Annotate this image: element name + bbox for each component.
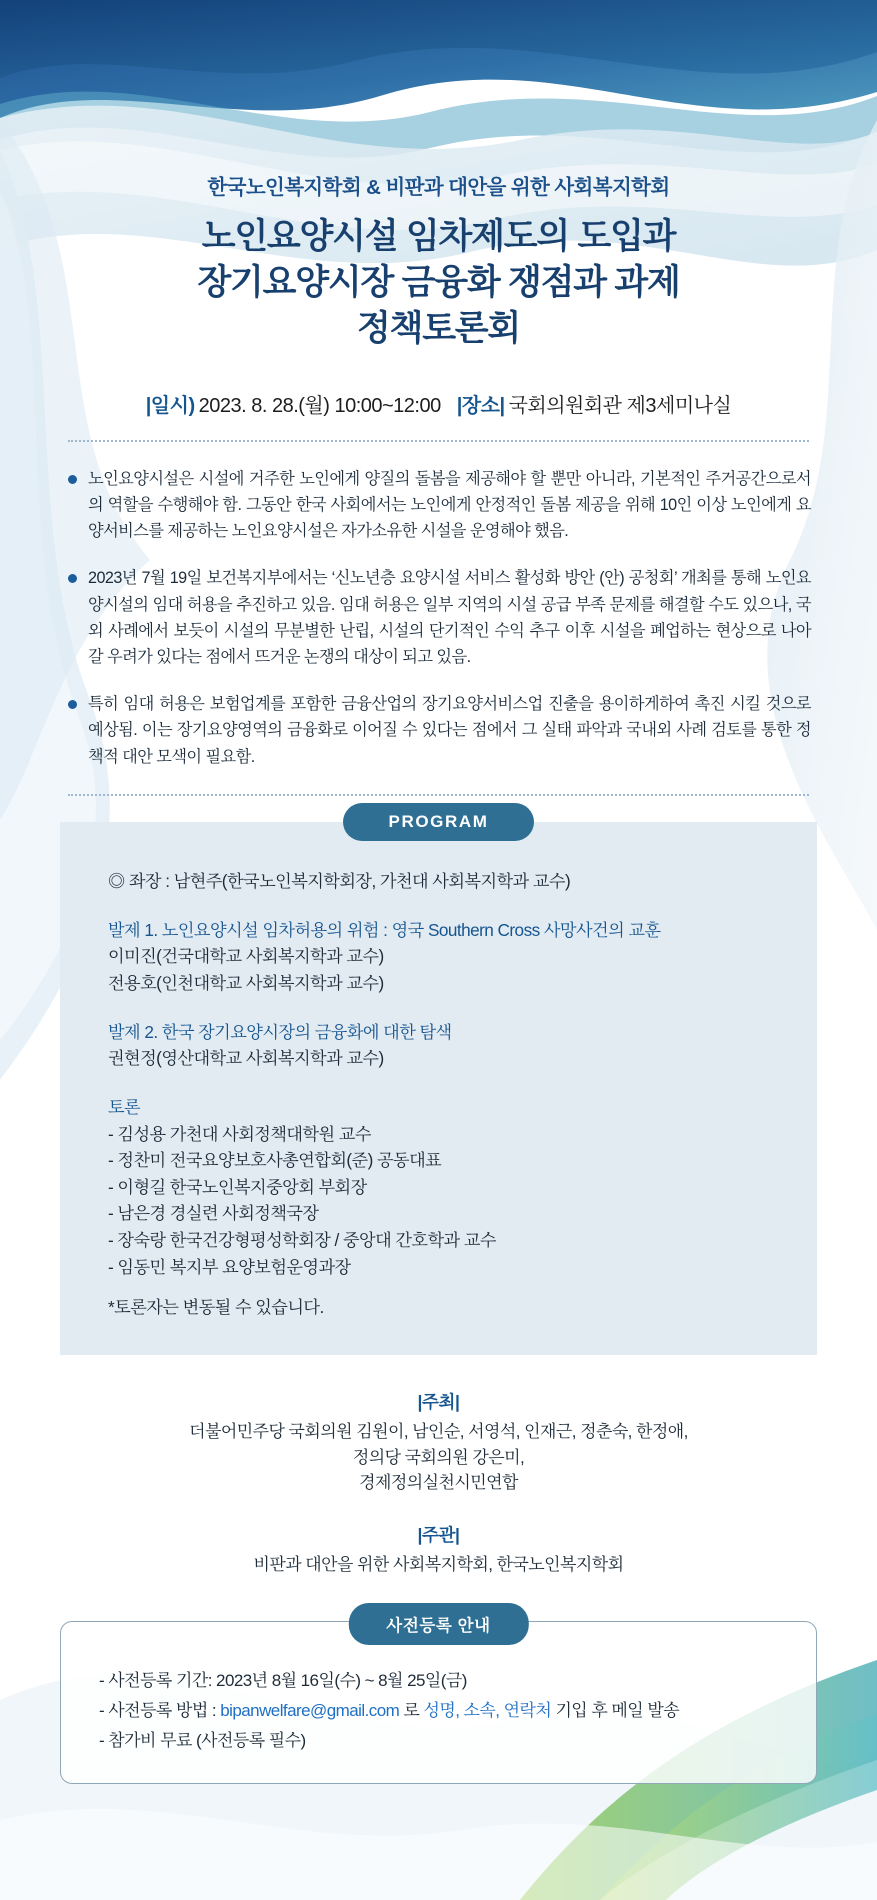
- host-line: 더불어민주당 국회의원 김원이, 남인순, 서영석, 인재근, 정춘숙, 한정애,: [189, 1422, 688, 1442]
- bullet-item: [66, 565, 811, 670]
- bullet-item: [66, 466, 811, 545]
- discussant-item: - 정찬미 전국요양보호사총연합회(준) 공동대표: [108, 1150, 442, 1171]
- bullet-item: [66, 691, 811, 770]
- date-label: |일시): [145, 394, 195, 417]
- session-1-speaker: 전용호(인천대학교 사회복지학과 교수): [108, 972, 384, 993]
- registration-method-mid: 로: [399, 1700, 424, 1720]
- registration-period: - 사전등록 기간: 2023년 8월 16일(수) ~ 8월 25일(금): [99, 1671, 467, 1691]
- host-line: 정의당 국회의원 강은미,: [352, 1447, 525, 1467]
- title-block: [60, 0, 817, 353]
- bullet-dot-icon: [68, 574, 77, 583]
- discussion-title: 토론: [108, 1096, 141, 1117]
- discussant-item: - 이형길 한국노인복지중앙회 부회장: [108, 1176, 367, 1197]
- summary-bullets: [60, 466, 817, 770]
- program-badge: PROGRAM: [343, 803, 535, 841]
- bullet-text: 노인요양시설은 시설에 거주한 노인에게 양질의 돌봄을 제공해야 할 뿐만 아니라, 기본적인 주거공간으로서의 역할을 수행해야 함. 그동안 한국 사회에서는 노인에게 안정적인 돌봄 제공을 위해 10인 이상 노인에게 요양서비스를 제공하는 노인요양시설은 자가소유한 시설을 운영해야 했음.: [88, 469, 811, 541]
- registration-required-fields: 성명, 소속, 연락처: [423, 1700, 552, 1720]
- organizer-label: |주관|: [417, 1524, 460, 1545]
- bullet-text: 특히 임대 허용은 보험업계를 포함한 금융산업의 장기요양서비스업 진출을 용이하게하여 촉진 시킬 것으로 예상됨. 이는 장기요양영역의 금융화로 이어질 수 있다는 점에서 그 실태 파악과 국내외 사례 검토를 통한 정책적 대안 모색이 필요함.: [88, 695, 811, 766]
- place-label: |장소|: [456, 394, 505, 417]
- host-section: [60, 1389, 817, 1496]
- registration-method: [91, 1696, 786, 1726]
- discussant-item: - 장숙랑 한국건강형평성학회장 / 중앙대 간호학과 교수: [108, 1230, 496, 1251]
- organizer-line-value: 비판과 대안을 위한 사회복지학회, 한국노인복지학회: [253, 1554, 624, 1574]
- registration-section: [60, 1617, 817, 1784]
- bullet-dot-icon: [68, 700, 77, 709]
- program-section: [60, 811, 817, 1355]
- organizer-line: 한국노인복지학회 & 비판과 대안을 위한 사회복지학회: [207, 176, 670, 199]
- registration-method-suffix: 기입 후 메일 발송: [551, 1700, 680, 1720]
- program-chair: ◎ 좌장 : 남현주(한국노인복지학회장, 가천대 사회복지학과 교수): [108, 870, 571, 891]
- registration-email[interactable]: bipanwelfare@gmail.com: [220, 1700, 400, 1720]
- organizer-section: [60, 1522, 817, 1578]
- page-title: [60, 214, 817, 353]
- date-value: 2023. 8. 28.(월) 10:00~12:00: [198, 394, 441, 417]
- title-line-1: 노인요양시설 임차제도의 도입과: [201, 217, 676, 256]
- place-value: 국회의원회관 제3세미나실: [508, 394, 732, 417]
- divider-top: [68, 440, 809, 442]
- divider-bottom: [68, 794, 809, 796]
- discussant-item: - 김성용 가천대 사회정책대학원 교수: [108, 1123, 371, 1144]
- title-line-3: 정책토론회: [356, 309, 521, 349]
- bullet-dot-icon: [68, 475, 77, 484]
- title-line-2: 장기요양시장 금융화 쟁점과 과제: [197, 263, 680, 303]
- bullet-text: 2023년 7월 19일 보건복지부에서는 ‘신노년층 요양시설 서비스 활성화 방안 (안) 공청회’ 개최를 통해 노인요양시설의 임대 허용을 추진하고 있음. 임대 허용은 일부 지역의 시설 공급 부족 문제를 해결할 수도 있으나, 국외 사례에서 보듯이 시설의 무분별한 난립, 시설의 단기적인 수익 추구 이후 시설을 폐업하는 현상으로 나아갈 우려가 있다는 점에서 뜨거운 논쟁의 대상이 되고 있음.: [88, 569, 811, 666]
- session-2-speaker: 권현정(영산대학교 사회복지학과 교수): [108, 1048, 384, 1069]
- session-2-title: 발제 2. 한국 장기요양시장의 금융화에 대한 탐색: [108, 1021, 452, 1042]
- session-1-speaker: 이미진(건국대학교 사회복지학과 교수): [108, 946, 384, 967]
- program-note: *토론자는 변동될 수 있습니다.: [108, 1297, 324, 1318]
- host-label: |주최|: [417, 1392, 460, 1413]
- event-meta: [60, 389, 817, 418]
- registration-method-prefix: - 사전등록 방법 :: [99, 1700, 221, 1720]
- registration-fee: - 참가비 무료 (사전등록 필수): [99, 1730, 306, 1750]
- discussant-item: - 임동민 복지부 요양보험운영과장: [108, 1256, 351, 1277]
- registration-badge: 사전등록 안내: [348, 1603, 528, 1645]
- discussant-item: - 남은경 경실련 사회정책국장: [108, 1203, 319, 1224]
- session-1-title: 발제 1. 노인요양시설 임차허용의 위험 : 영국 Southern Cross 사망사건의 교훈: [108, 919, 661, 940]
- host-line: 경제정의실천시민연합: [359, 1473, 518, 1493]
